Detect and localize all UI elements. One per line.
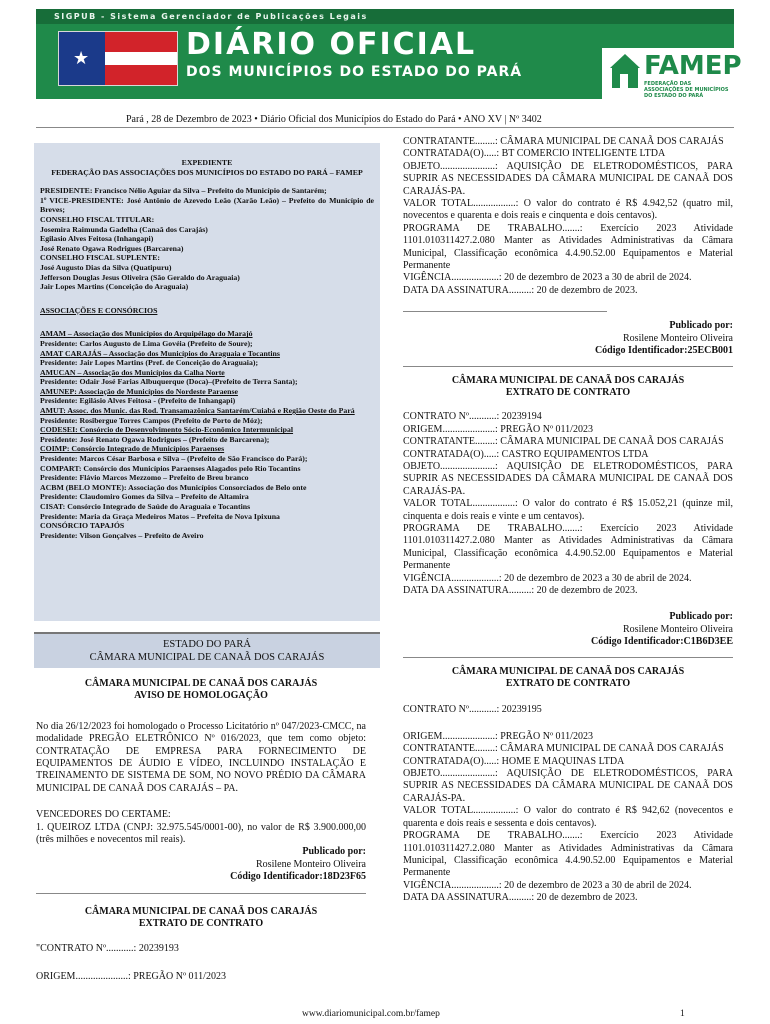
published-by-label: Publicado por:: [302, 846, 366, 858]
extract-chamber: CÂMARA MUNICIPAL DE CANAÃ DOS CARAJÁS: [451, 665, 685, 677]
footer-url[interactable]: www.diariomunicipal.com.br/famep: [302, 1009, 440, 1019]
work-program: PROGRAMA DE TRABALHO.......: Exercício 2023 Atividade 1101.010311427.2.080 Manter as Atividades Administrativas da Câmara Municipal, Classificação econômica 4.4.90.52.00 Equipamentos e Material Permanente: [403, 522, 733, 572]
consortium-line: Presidente: Claudomiro Gomes da Silva – Prefeito de Altamira: [40, 492, 249, 502]
association-name: AMAM – Associação dos Municípios do Arquipélago do Marajó: [40, 329, 253, 339]
publication-title: DIÁRIO OFICIAL: [186, 27, 477, 62]
publisher-name: Rosilene Monteiro Oliveira: [623, 332, 733, 344]
identifier-code: Código Identificador:18D23F65: [230, 871, 366, 883]
contractor: CONTRATANTE........: CÂMARA MUNICIPAL DE CANAÃ DOS CARAJÁS: [403, 436, 724, 448]
consortium-line: Presidente: Flávio Marcos Mezzomo – Prefeito de Breu branco: [40, 473, 249, 483]
total-value: VALOR TOTAL.................: O valor do contrato é R$ 942,62 (novecentos e quarenta e dois reais e sessenta e dois centavos).: [403, 805, 733, 829]
famep-logo: [602, 48, 742, 106]
extract-chamber: CÂMARA MUNICIPAL DE CANAÃ DOS CARAJÁS: [84, 905, 318, 917]
famep-tagline: FEDERAÇÃO DAS ASSOCIAÇÕES DE MUNICÍPIOS DO ESTADO DO PARÁ: [644, 81, 729, 99]
work-program: PROGRAMA DE TRABALHO.......: Exercício 2023 Atividade 1101.010311427.2.080 Manter as Atividades Administrativas da Câmara Municipal, Classificação econômica 4.4.90.52.00 Equipamentos e Material Permanente: [403, 830, 733, 879]
dateline: Pará , 28 de Dezembro de 2023 • Diário Oficial dos Municípios do Estado do Pará • ANO XV | Nº 3402: [126, 114, 542, 125]
published-by-label: Publicado por:: [669, 611, 733, 623]
validity: VIGÊNCIA...................: 20 de dezembro de 2023 a 30 de abril de 2024.: [403, 572, 692, 584]
famep-mark-icon: [608, 50, 648, 90]
publisher-name: Rosilene Monteiro Oliveira: [256, 858, 366, 870]
contracted: CONTRATADA(O).....: BT COMERCIO INTELIGENTE LTDA: [403, 148, 666, 160]
board-line: CONSELHO FISCAL TITULAR:: [40, 214, 155, 224]
association-president: Presidente: José Renato Ogawa Rodrigues – (Prefeito de Barcarena);: [40, 434, 270, 444]
contractor: CONTRATANTE........: CÂMARA MUNICIPAL DE CANAÃ DOS CARAJÁS: [403, 136, 724, 147]
notice-chamber: CÂMARA MUNICIPAL DE CANAÃ DOS CARAJÁS: [84, 678, 318, 689]
winners-heading: VENCEDORES DO CERTAME:: [36, 809, 171, 821]
object: OBJETO......................: AQUISIÇÃO DE ELETRODOMÉSTICOS, PARA SUPRIR AS NECESSIDADES DA CÂMARA MUNICIPAL DE CANAÃ DOS CARAJÁS-PA.: [403, 160, 733, 197]
board-line: Egilasio Alves Feitosa (Inhangapi): [40, 234, 154, 244]
total-value: VALOR TOTAL.................: O valor do contrato é R$ 4.942,52 (quatro mil, novecentos e quarenta e dois reais e cinquenta e dois centavos).: [403, 198, 733, 222]
association-president: Presidente: Marcos César Barbosa e Silva – (Prefeito de São Francisco do Pará);: [40, 454, 308, 464]
board-line: José Renato Ogawa Rodrigues (Barcarena): [40, 243, 184, 253]
para-flag-icon: ★: [58, 31, 178, 86]
extract-chamber: CÂMARA MUNICIPAL DE CANAÃ DOS CARAJÁS: [451, 374, 685, 386]
board-line: Josemira Raimunda Gadelha (Canaã dos Carajás): [40, 224, 208, 234]
association-president: Presidente: Jair Lopes Martins (Pref. de Conceição do Araguaia);: [40, 358, 259, 368]
validity: VIGÊNCIA...................: 20 de dezembro de 2023 a 30 de abril de 2024.: [403, 272, 692, 284]
chamber-name: CÂMARA MUNICIPAL DE CANAÃ DOS CARAJÁS: [89, 652, 325, 663]
identifier-code: Código Identificador:25ECB001: [594, 345, 733, 357]
consortium-line: Presidente: Vilson Gonçalves – Prefeito de Aveiro: [40, 530, 204, 540]
identifier-code: Código Identificador:C1B6D3EE: [591, 636, 733, 648]
association-president: Presidente: Rosibergue Torres Campos (Prefeito de Porto de Móz);: [40, 415, 263, 425]
system-name: SIGPUB - Sistema Gerenciador de Publicações Legais: [36, 9, 734, 24]
contracted: CONTRATADA(O).....: CASTRO EQUIPAMENTOS LTDA: [403, 448, 649, 460]
famep-name: FAMEP: [644, 51, 742, 81]
signature-date: DATA DA ASSINATURA.........: 20 de dezembro de 2023.: [403, 892, 638, 904]
signature-date: DATA DA ASSINATURA.........: 20 de dezembro de 2023.: [403, 585, 638, 596]
expediente-box: [34, 143, 380, 621]
contract-extract-1-continued: [403, 136, 733, 905]
expediente-heading: EXPEDIENTE: [181, 158, 233, 167]
consortium-line: Presidente: Maria da Graça Medeiros Matos – Prefeita de Nova Ipixuna: [40, 511, 280, 521]
contracted: CONTRATADA(O).....: HOME E MAQUINAS LTDA: [403, 755, 625, 767]
contract-origin: ORIGEM.....................: PREGÃO Nº 011/2023: [403, 423, 593, 435]
extract-title: EXTRATO DE CONTRATO: [138, 918, 264, 930]
contract-origin: ORIGEM.....................: PREGÃO Nº 011/2023: [403, 730, 593, 742]
consortium-line: CISAT: Consórcio Integrado de Saúde do Araguaia e Tocantins: [40, 502, 251, 511]
work-program: PROGRAMA DE TRABALHO.......: Exercício 2023 Atividade 1101.010311427.2.080 Manter as Atividades Administrativas da Câmara Municipal, Classificação econômica 4.4.90.52.00 Equipamentos e Material Permanente: [403, 222, 733, 272]
association-president: Presidente: Odair José Farias Albuquerque (Doca)–(Prefeito de Terra Santa);: [40, 377, 298, 387]
board-line: José Augusto Dias da Silva (Quatipuru): [40, 262, 172, 272]
association-president: Presidente: Carlos Augusto de Lima Govéia (Prefeito de Soure);: [40, 338, 253, 348]
board-line: CONSELHO FISCAL SUPLENTE:: [40, 253, 161, 263]
contract-origin: ORIGEM.....................: PREGÃO Nº 011/2023: [36, 970, 226, 982]
published-by-label: Publicado por:: [669, 320, 733, 332]
state-name: ESTADO DO PARÁ: [162, 639, 252, 650]
publication-subtitle: DOS MUNICÍPIOS DO ESTADO DO PARÁ: [186, 64, 523, 80]
object: OBJETO......................: AQUISIÇÃO DE ELETRODOMÉSTICOS, PARA SUPRIR AS NECESSIDADES DA CÂMARA MUNICIPAL DE CANAÃ DOS CARAJÁS-PA.: [403, 768, 733, 804]
contract-number: CONTRATO Nº...........: 20239194: [403, 411, 542, 423]
association-name: AMUNEP: Associação de Municípios do Nordeste Paraense: [40, 386, 238, 396]
notice-body: No dia 26/12/2023 foi homologado o Processo Licitatório nº 047/2023-CMCC, na modalidade PREGÃO ELETRÔNICO Nº 016/2023, que tem como objeto: CONTRATAÇÃO DE EMPRESA PARA FORNECIMENTO DE EQUIPAMENTOS DE ÁUDIO E VÍDEO, INCLUINDO INSTALAÇÃO E TREINAMENTO DE SISTEMA DE SOM, NO NOVO PRÉDIO DA CÂMARA MUNICIPAL DE CANAÃ DOS CARAJÁS – PA.: [36, 720, 366, 794]
contract-number: CONTRATO Nº...........: 20239195: [403, 704, 542, 716]
object: OBJETO......................: AQUISIÇÃO DE ELETRODOMÉSTICOS, PARA SUPRIR AS NECESSIDADES DA CÂMARA MUNICIPAL DE CANAÃ DOS CARAJÁS-PA.: [403, 460, 733, 497]
association-name: COIMP: Consórcio Integrado de Municípios Paraenses: [40, 444, 225, 454]
board-line: 1º VICE-PRESIDENTE: José Antônio de Azevedo Leão (Xarão Leão) – Prefeito do Município de Breves;: [40, 195, 374, 215]
contract-number: "CONTRATO Nº...........: 20239193: [36, 942, 179, 954]
association-name: CODESEI: Consórcio de Desenvolvimento Sócio-Econômico Intermunicipal: [40, 425, 294, 435]
header-rule: [36, 127, 734, 128]
association-name: AMUT: Assoc. dos Munic. das Rod. Transamazônica Santarém/Cuiabá e Região Oeste do Pará: [40, 406, 355, 416]
associations-heading: ASSOCIAÇÕES E CONSÓRCIOS: [40, 305, 158, 315]
total-value: VALOR TOTAL.................: O valor do contrato é R$ 15.052,21 (quinze mil, cinquenta e dois reais e vinte e um centavos).: [403, 498, 733, 522]
validity: VIGÊNCIA...................: 20 de dezembro de 2023 a 30 de abril de 2024.: [403, 879, 692, 891]
entity-banner: [34, 632, 380, 668]
notice-title: AVISO DE HOMOLOGAÇÃO: [134, 690, 268, 702]
contractor: CONTRATANTE........: CÂMARA MUNICIPAL DE CANAÃ DOS CARAJÁS: [403, 743, 724, 755]
board-line: Jefferson Douglas Jesus Oliveira (São Geraldo do Araguaia): [40, 272, 240, 282]
page-number: 1: [680, 1009, 685, 1019]
consortium-line: ACBM (BELO MONTE): Associação dos Municípios Consorciados de Belo onte: [40, 482, 307, 492]
association-name: AMUCAN – Associação dos Municípios da Calha Norte: [40, 367, 225, 377]
consortium-line: CONSÓRCIO TAPAJÓS: [40, 521, 125, 531]
board-line: Jair Lopes Martins (Conceição do Araguaia): [40, 282, 189, 292]
extract-title: EXTRATO DE CONTRATO: [505, 386, 631, 398]
consortium-line: COMPART: Consórcio dos Municípios Paraenses Alagados pelo Rio Tocantins: [40, 463, 301, 473]
association-president: Presidente: Egilásio Alves Feitosa - (Prefeito de Inhangapi): [40, 396, 236, 406]
publisher-name: Rosilene Monteiro Oliveira: [623, 623, 733, 635]
board-line: PRESIDENTE: Francisco Nélio Aguiar da Silva – Prefeito do Município de Santarém;: [40, 186, 327, 196]
federation-name: FEDERAÇÃO DAS ASSOCIAÇÕES DOS MUNICÍPIOS DO ESTADO DO PARÁ – FAMEP: [51, 167, 363, 177]
extract-title: EXTRATO DE CONTRATO: [505, 678, 631, 690]
winner-line: 1. QUEIROZ LTDA (CNPJ: 32.975.545/0001-00), no valor de R$ 3.900.000,00 (três milhões e novecentos mil reais).: [36, 821, 366, 846]
association-name: AMAT CARAJÁS – Associação dos Municípios do Araguaia e Tocantins: [40, 348, 280, 358]
signature-date: DATA DA ASSINATURA.........: 20 de dezembro de 2023.: [403, 284, 638, 296]
homologation-notice: [36, 678, 366, 983]
